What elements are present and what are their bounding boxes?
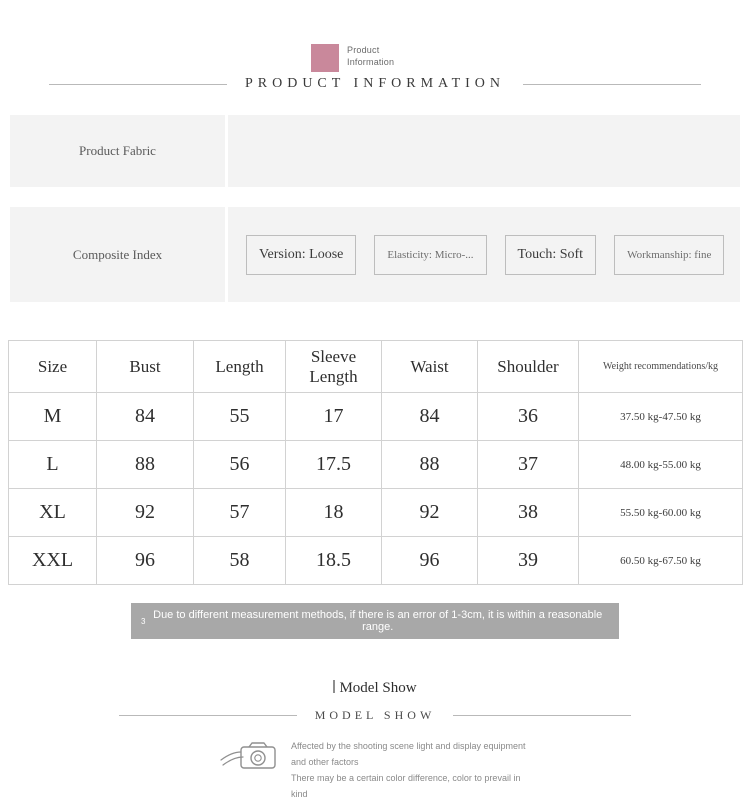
model-show-title (0, 680, 750, 697)
info-label-composite-index: Composite Index (10, 207, 228, 302)
cell-weight: 48.00 kg-55.00 kg (579, 441, 743, 489)
info-label-fabric: Product Fabric (10, 115, 228, 187)
divider-right-model (453, 715, 631, 716)
chip-elasticity: Elasticity: Micro-... (374, 235, 486, 275)
header-bust: Bust (97, 341, 194, 393)
camera-icon (219, 738, 279, 772)
model-show-title-text: Model Show (339, 680, 417, 696)
cell-waist: 96 (382, 537, 478, 585)
header-badge (311, 44, 427, 72)
note-superscript: 3 (141, 616, 146, 626)
table-row (9, 441, 743, 489)
info-block-composite-index (10, 207, 740, 302)
cell-shoulder: 37 (478, 441, 579, 489)
cell-shoulder: 36 (478, 393, 579, 441)
header-weight-recommendations: Weight recommendations/kg (579, 341, 743, 393)
cell-bust: 96 (97, 537, 194, 585)
page-header (0, 0, 750, 110)
divider-right (523, 84, 701, 85)
cell-sleeve: 18.5 (286, 537, 382, 585)
header-title-row (0, 76, 750, 92)
measurement-note-bar (131, 603, 619, 639)
shooting-note-line1: Affected by the shooting scene light and display equipment and other factors (291, 741, 526, 767)
header-size: Size (9, 341, 97, 393)
badge-square-icon (311, 44, 339, 72)
table-header-row (9, 341, 743, 393)
cell-weight: 37.50 kg-47.50 kg (579, 393, 743, 441)
header-length: Length (194, 341, 286, 393)
cell-waist: 84 (382, 393, 478, 441)
tick-marker-icon (333, 680, 335, 693)
cell-size: XXL (9, 537, 97, 585)
table-row (9, 537, 743, 585)
cell-length: 56 (194, 441, 286, 489)
note-text: Due to different measurement methods, if there is an error of 1-3cm, it is within a reasonable range. (153, 609, 603, 633)
shooting-note-text-group (291, 738, 531, 802)
chip-version: Version: Loose (246, 235, 356, 275)
cell-size: M (9, 393, 97, 441)
info-block-fabric (10, 115, 740, 187)
header-sleeve-length: Sleeve Length (286, 341, 382, 393)
header-shoulder: Shoulder (478, 341, 579, 393)
cell-length: 57 (194, 489, 286, 537)
chip-touch: Touch: Soft (505, 235, 597, 275)
cell-size: L (9, 441, 97, 489)
table-row (9, 393, 743, 441)
table-row (9, 489, 743, 537)
info-body-composite-index (228, 207, 740, 302)
cell-waist: 92 (382, 489, 478, 537)
size-chart-table (8, 340, 743, 585)
header-waist: Waist (382, 341, 478, 393)
cell-bust: 84 (97, 393, 194, 441)
model-show-subtitle: MODEL SHOW (314, 708, 436, 722)
chip-workmanship: Workmanship: fine (614, 235, 724, 275)
cell-shoulder: 39 (478, 537, 579, 585)
cell-bust: 88 (97, 441, 194, 489)
shooting-note-line2: There may be a certain color difference, color to prevail in kind (291, 773, 521, 799)
badge-label: Product Information (347, 45, 395, 67)
page-title: PRODUCT INFORMATION (244, 76, 506, 91)
cell-bust: 92 (97, 489, 194, 537)
shooting-note-row (0, 738, 750, 802)
divider-left (49, 84, 227, 85)
cell-shoulder: 38 (478, 489, 579, 537)
divider-left-model (119, 715, 297, 716)
cell-sleeve: 17 (286, 393, 382, 441)
info-body-fabric (228, 115, 740, 187)
cell-length: 55 (194, 393, 286, 441)
cell-size: XL (9, 489, 97, 537)
cell-weight: 60.50 kg-67.50 kg (579, 537, 743, 585)
model-show-subtitle-row (0, 708, 750, 723)
cell-weight: 55.50 kg-60.00 kg (579, 489, 743, 537)
cell-sleeve: 18 (286, 489, 382, 537)
cell-sleeve: 17.5 (286, 441, 382, 489)
cell-waist: 88 (382, 441, 478, 489)
cell-length: 58 (194, 537, 286, 585)
